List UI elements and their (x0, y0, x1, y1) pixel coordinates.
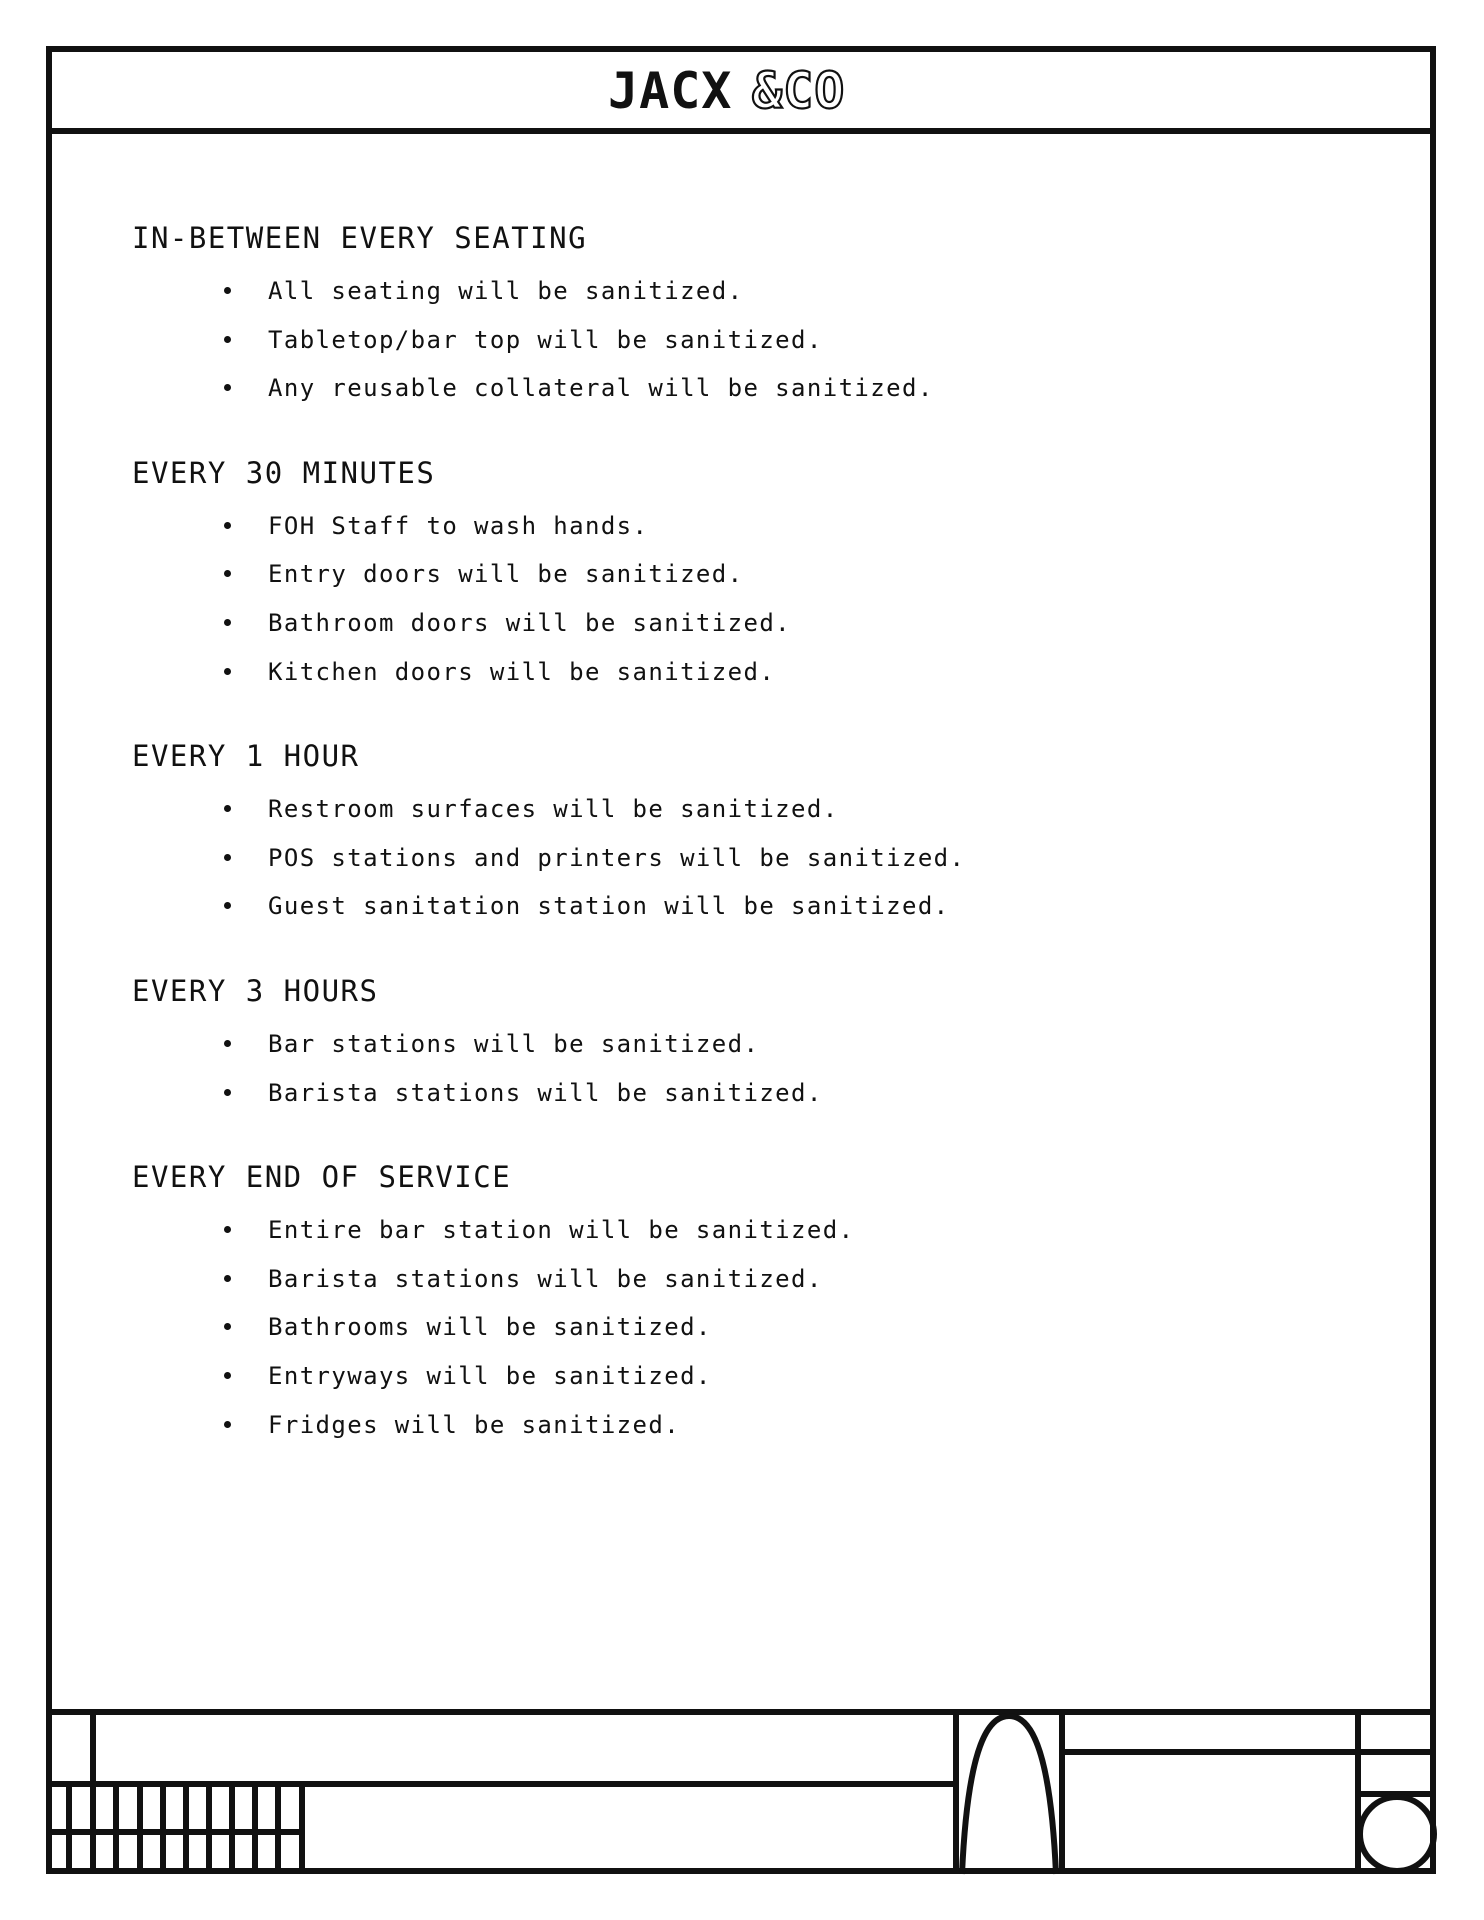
section-title: IN-BETWEEN EVERY SEATING (132, 221, 588, 255)
list-item-text: Guest sanitation station will be sanitized. (268, 892, 950, 921)
footer-arch-shape (962, 1716, 1056, 1874)
list-item-text: Fridges will be sanitized. (268, 1410, 681, 1439)
section-title: EVERY END OF SERVICE (132, 1160, 512, 1195)
list-item-text: All seating will be sanitized. (268, 277, 744, 305)
list-item-text: Barista stations will be sanitized. (268, 1264, 823, 1293)
list-item-text: FOH Staff to wash hands. (268, 511, 649, 540)
list-item-text: Kitchen doors will be sanitized. (268, 657, 776, 686)
footer-circle (1360, 1797, 1434, 1871)
section-title: EVERY 30 MINUTES (132, 455, 436, 490)
list-item-text: Entire bar station will be sanitized. (268, 1216, 855, 1245)
brand-logo-solid: JACX (608, 62, 733, 118)
section-title: EVERY 1 HOUR (132, 739, 360, 774)
section-title: EVERY 3 HOURS (132, 973, 379, 1008)
list-item-text: Entryways will be sanitized. (268, 1361, 712, 1390)
list-item-text: Bar stations will be sanitized. (268, 1029, 760, 1058)
list-item-text: Bathrooms will be sanitized. (268, 1313, 712, 1342)
footer-grid-block (46, 1784, 302, 1874)
list-item-text: Entry doors will be sanitized. (268, 560, 744, 589)
brand-logo-outline: &CO (752, 62, 846, 118)
list-item-text: Barista stations will be sanitized. (268, 1078, 823, 1107)
list-item-text: POS stations and printers will be sanitized. (268, 843, 966, 872)
list-item-text: Bathroom doors will be sanitized. (268, 608, 792, 637)
list-item-text: Tabletop/bar top will be sanitized. (268, 325, 823, 354)
list-item-text: Restroom surfaces will be sanitized. (268, 795, 839, 824)
list-item-text: Any reusable collateral will be sanitized. (268, 374, 934, 403)
